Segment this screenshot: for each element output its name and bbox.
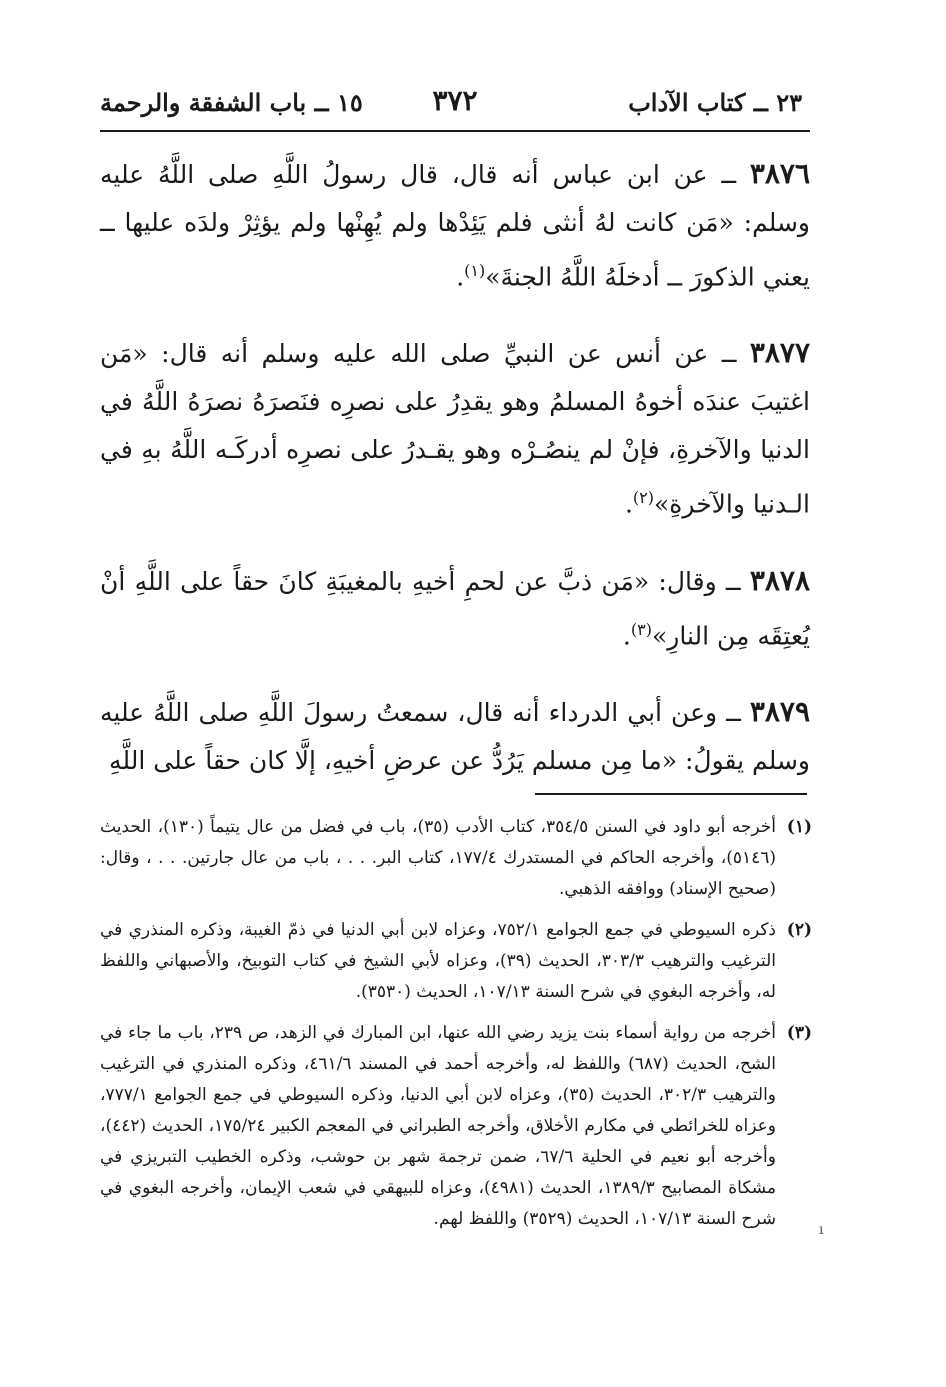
hadith-number: ٣٨٧٧ xyxy=(749,336,810,370)
hadith-3877: ٣٨٧٧ ــ عن أنس عن النبيِّ صلى الله عليه وسلم أنه قال: «مَن اغتيبَ عندَه أخوهُ المسلمُ وهو يقدِرُ على نصرِه فنَصرَهُ نصرَهُ اللَّهُ في الدنيا والآخرةِ، فإنْ لم ينصُـرْه وهو يقـدرُ على نصرِه أدركَـه اللَّهُ بهِ في الـدنيا والآخرةِ»$^{(٢)}$. xyxy=(100,336,810,519)
footnote-1 xyxy=(100,812,812,905)
hadith-number: ٣٨٧٩ xyxy=(749,694,810,728)
hadith-number: ٣٨٧٦ xyxy=(749,157,810,190)
footnote-separator xyxy=(535,793,807,795)
hadith-3878: ٣٨٧٨ ــ وقال: «مَن ذبَّ عن لحمِ أخيهِ بالمغيبَةِ كانَ حقاً على اللَّهِ أنْ يُعتِقَه مِن النارِ»$^{(٣)}$. xyxy=(100,563,810,650)
footnote-text: ذكره السيوطي في جمع الجوامع ٧٥٢/١، وعزاه لابن أبي الدنيا في ذمّ الغيبة، وذكره المنذري في الترغيب والترهيب ٣٠٣/٣، الحديث (٣٩)، وعزاه لأبي الشيخ في كتاب التوبيخ، والأصبهاني واللفظ له، وأخرجه البغوي في شرح السنة ١٠٧/١٣، الحديث (٣٥٣٠). xyxy=(100,920,777,1002)
hadith-text: ــ عن أنس عن النبيِّ صلى الله عليه وسلم أنه قال: «مَن اغتيبَ عندَه أخوهُ المسلمُ وهو يقدِرُ على نصرِه فنَصرَهُ نصرَهُ اللَّهُ في الدنيا والآخرةِ، فإنْ لم ينصُـرْه وهو يقـدرُ على نصرِه أدركَـه اللَّهُ بهِ في الـدنيا والآخرةِ» xyxy=(100,339,810,519)
footnotes xyxy=(100,812,812,1245)
footnote-ref: (٣) xyxy=(630,619,652,639)
hadith-text: ــ عن ابن عباس أنه قال، قال رسولُ اللَّهِ صلى اللَّهُ عليه وسلم: «مَن كانت لهُ أنثى فلم يَئِدْها ولم يُهِنْها ولم يؤثِرْ ولدَه عليها ــ يعني الذكورَ ــ أدخلَهُ اللَّهُ الجنةَ» xyxy=(100,160,810,292)
page-header xyxy=(100,82,810,126)
hadith-3876: ٣٨٧٦ ــ عن ابن عباس أنه قال، قال رسولُ اللَّهِ صلى اللَّهُ عليه وسلم: «مَن كانت لهُ أنثى فلم يَئِدْها ولم يُهِنْها ولم يؤثِرْ ولدَه عليها ــ يعني الذكورَ ــ أدخلَهُ اللَّهُ الجنةَ»$^{(١)}$. xyxy=(100,157,810,292)
footnote-ref: (٢) xyxy=(632,488,654,508)
footnote-text: أخرجه من رواية أسماء بنت يزيد رضي الله عنها، ابن المبارك في الزهد، ص ٢٣٩، باب ما جاء في الشح، الحديث (٦٨٧) واللفظ له، وأخرجه أحمد في المسند ٤٦١/٦، وذكره المنذري في الترغيب والترهيب ٣٠٢/٣، الحديث (٣٥)، وعزاه لابن أبي الدنيا، وذكره السيوطي في جمع الجوامع ٧٧٧/١، وعزاه للخرائطي في مكارم الأخلاق، وأخرجه الطبراني في المعجم الكبير ١٧٥/٢٤، الحديث (٤٤٢)، وأخرجه أبو نعيم في الحلية ٦٧/٦، ضمن ترجمة شهر بن حوشب، وذكره الخطيب التبريزي في مشكاة المصابيح ١٣٨٩/٣، الحديث (٤٩٨١)، وعزاه للبيهقي في شعب الإيمان، وأخرجه البغوي في شرح السنة ١٠٧/١٣، الحديث (٣٥٢٩) واللفظ لهم. xyxy=(100,1023,777,1229)
section-title: ١٥ ــ باب الشفقة والرحمة xyxy=(100,88,363,117)
hadith-number: ٣٨٧٨ xyxy=(749,563,810,597)
footnote-text: أخرجه أبو داود في السنن ٣٥٤/٥، كتاب الأدب (٣٥)، باب في فضل من عال يتيماً (١٣٠)، الحديث (٥١٤٦)، وأخرجه الحاكم في المستدرك ١٧٧/٤، كتاب البر. . . ، باب من عال جارتين. . . ، وقال: (صحيح الإسناد) ووافقه الذهبي. xyxy=(100,817,777,899)
footnote-ref: (١) xyxy=(464,261,486,280)
main-text xyxy=(100,150,810,813)
margin-mark: ı xyxy=(819,1222,824,1238)
footnote-3 xyxy=(100,1018,812,1235)
chapter-title: ٢٣ ــ كتاب الآداب xyxy=(628,88,802,117)
header-rule xyxy=(100,130,810,132)
footnote-number: (٣) xyxy=(786,1023,812,1043)
hadith-3879 xyxy=(100,688,810,785)
hadith-text: ــ وقال: «مَن ذبَّ عن لحمِ أخيهِ بالمغيبَةِ كانَ حقاً على اللَّهِ أنْ يُعتِقَه مِن النارِ» xyxy=(100,566,810,650)
page-number: ٣٧٢ xyxy=(432,84,478,117)
footnote-2 xyxy=(100,915,812,1008)
footnote-number: (١) xyxy=(786,817,812,837)
hadith-text: ــ وعن أبي الدرداء أنه قال، سمعتُ رسولَ اللَّهِ صلى اللَّهُ عليه وسلم يقولُ: «ما مِن مسلم يَرُدُّ عن عرضِ أخيهِ، إلَّا كان حقاً على اللَّهِ xyxy=(100,697,810,775)
footnote-number: (٢) xyxy=(786,920,812,940)
